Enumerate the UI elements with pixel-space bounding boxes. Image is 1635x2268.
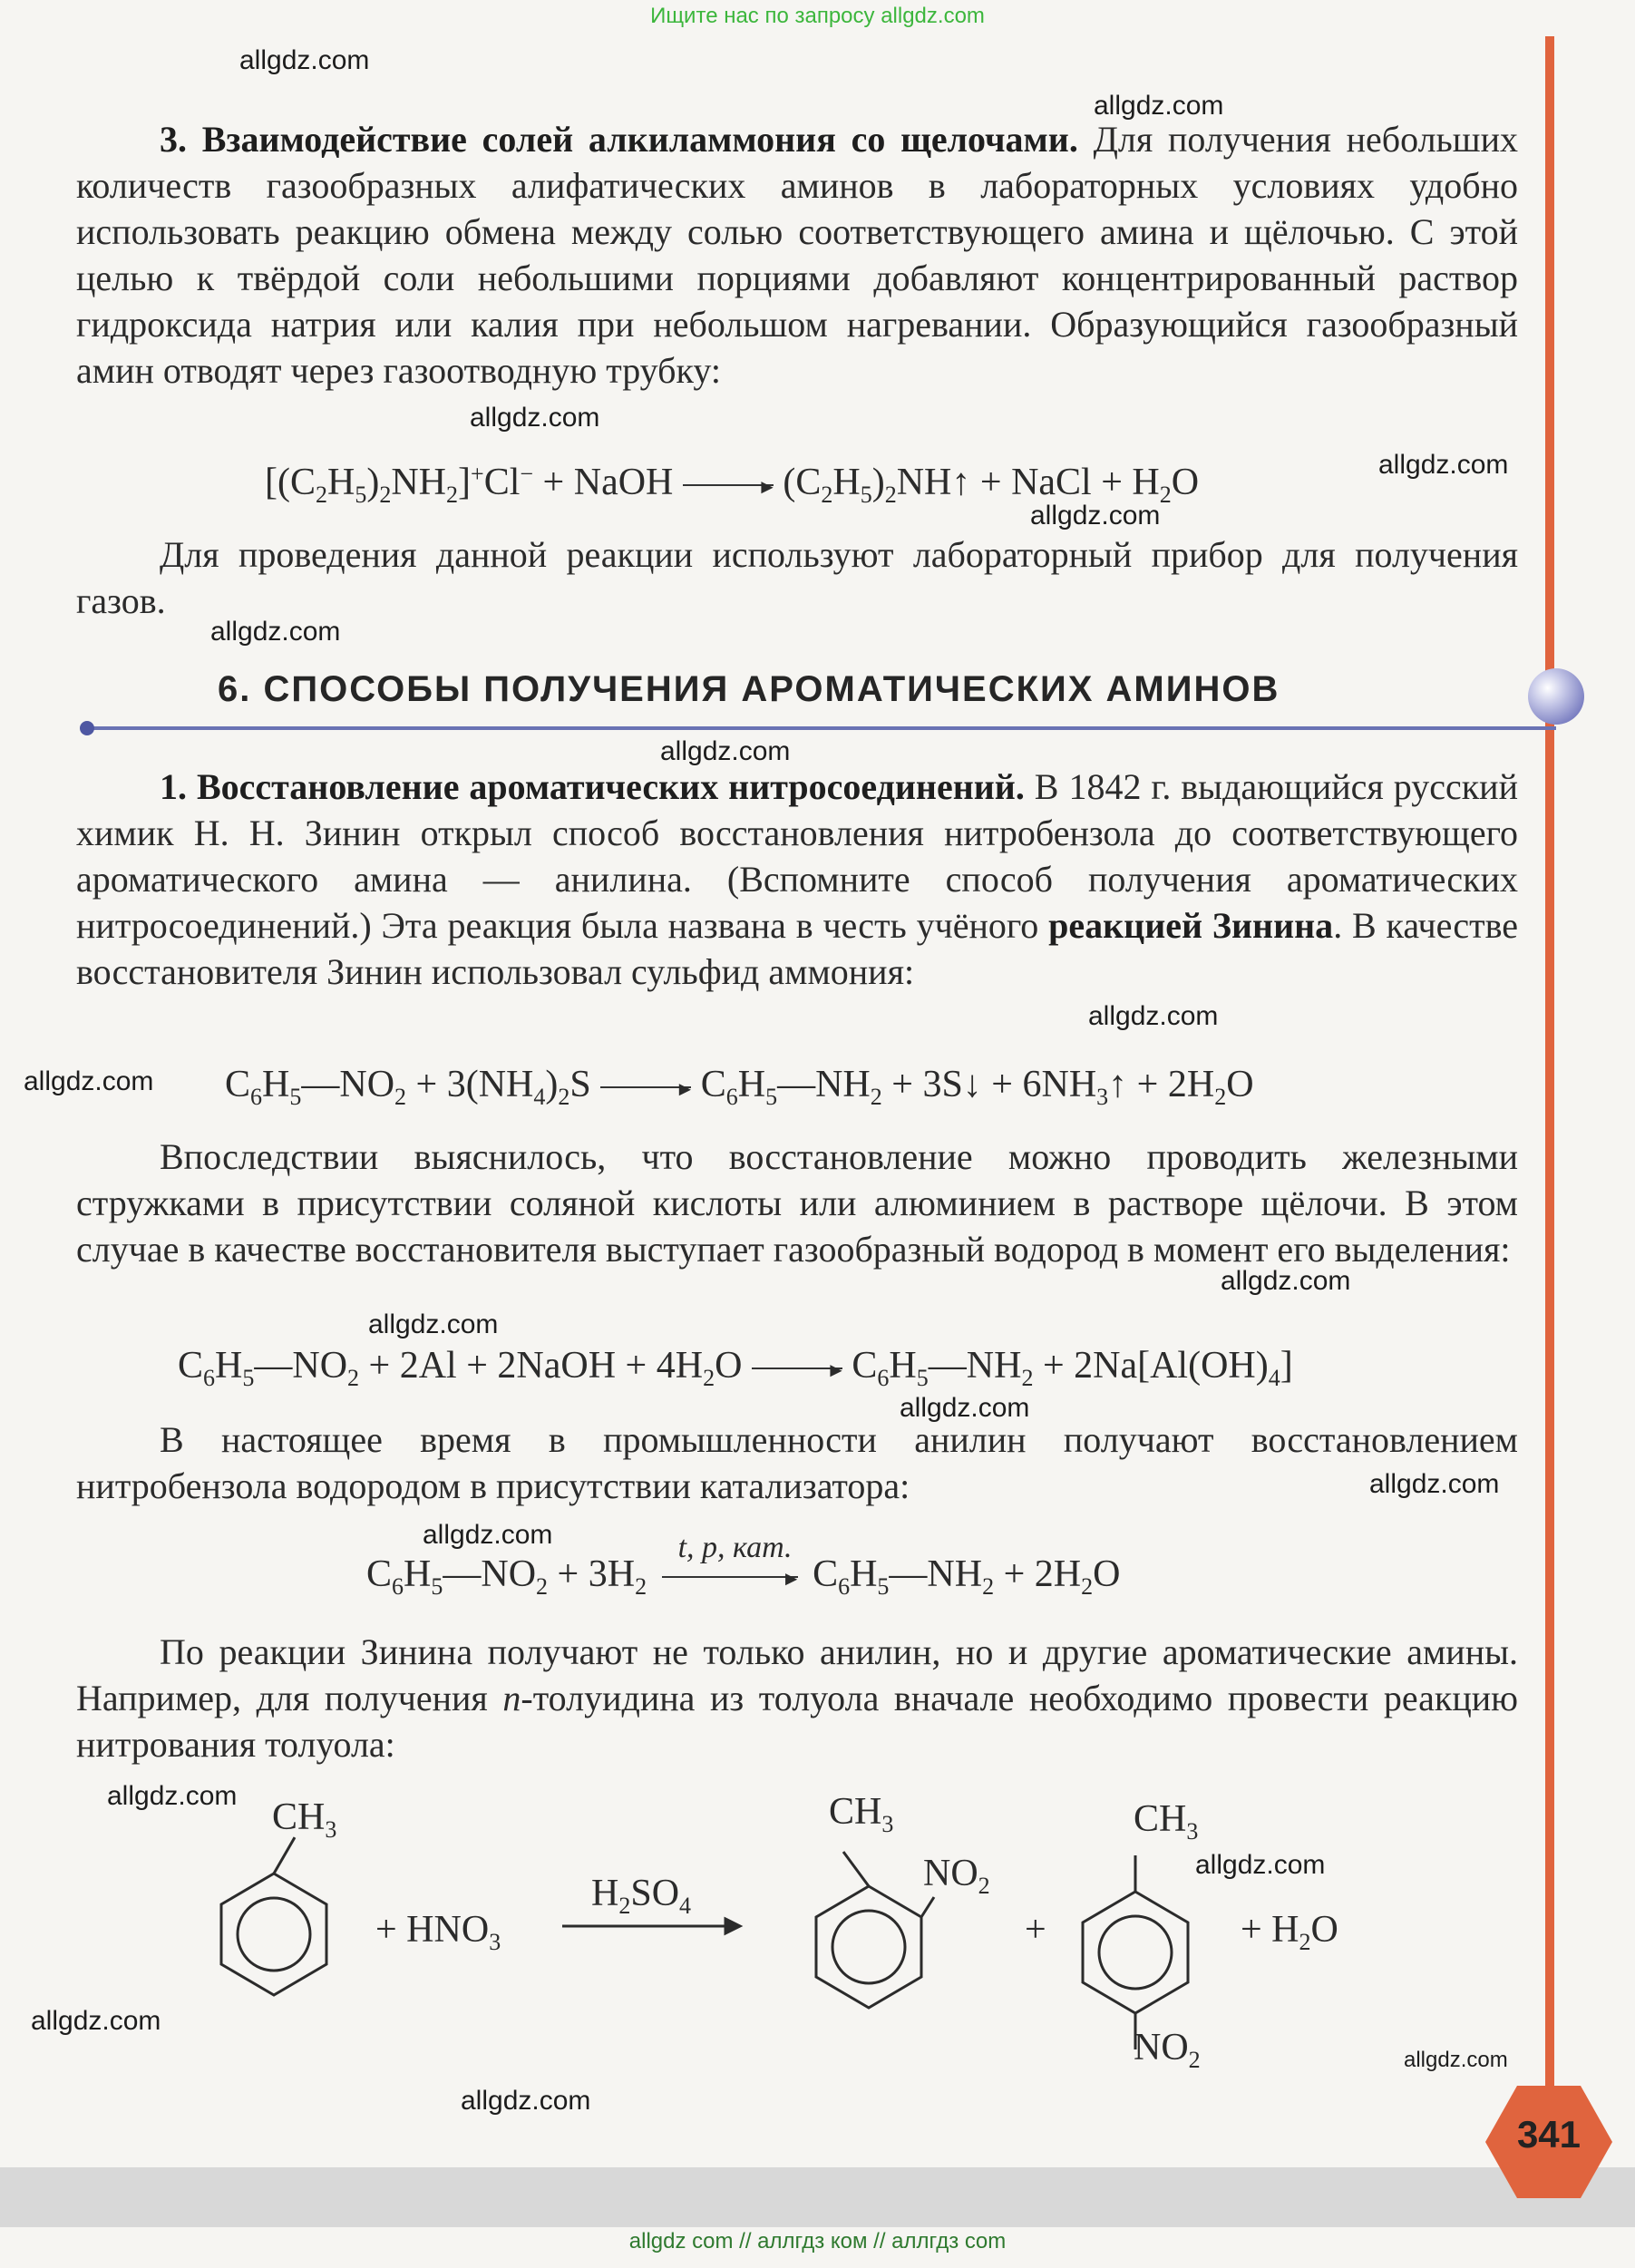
toluene-ring-circle xyxy=(238,1898,310,1971)
equation-catalyst: $C_6H_5—NO_2 + 3H_2$ ► t, p, кат. $C_6H_5—NH_2 + 2H_2O$ xyxy=(366,1531,1121,1600)
equation-aluminium: $C_6H_5—NO_2 + 2Al$ + 2NaOH + $4H_2O$ ► $C_6H_5—NH_2 + 2Na[Al(OH)_4]$ xyxy=(178,1345,1293,1391)
plus-sign: + xyxy=(1025,1909,1046,1951)
equation-zinin: $C_6H_5—NO_2 + 3(NH_4)_2S$ ► $C_6H_5—NH_2$ + 3S↓ + $6NH_3↑ + 2H_2O$ xyxy=(225,1064,1254,1110)
toluene-ch3: $CH_3$ xyxy=(272,1796,337,1843)
watermark: allgdz.com xyxy=(900,1393,1030,1423)
watermark: allgdz.com xyxy=(470,403,600,433)
paragraph-zinin: 1. Восстановление ароматических нитросоединений. В 1842 г. выдающийся русский химик Н. Н. Зинин открыл способ восстановления нитробензола до соответствующего ароматического амина — анилина. (Вспомните способ получения ароматических нитросоединений.) Эта реакция была названа в честь учёного реакцией Зинина. В качестве восстановителя Зинин использовал сульфид аммония: xyxy=(76,766,1518,992)
section-rule xyxy=(87,726,1556,730)
catalyst-conditions: t, p, кат. xyxy=(677,1531,793,1565)
catalyst-h2so4: $H_2SO_4$ xyxy=(591,1873,692,1919)
watermark: allgdz.com xyxy=(1404,2048,1508,2072)
product-water: + $H_2O$ xyxy=(1241,1909,1338,1955)
watermark: allgdz.com xyxy=(210,617,341,647)
watermark: allgdz.com xyxy=(660,736,791,766)
watermark: allgdz.com xyxy=(239,45,370,75)
ortho-ch3: $CH_3$ xyxy=(829,1791,894,1837)
watermark: allgdz.com xyxy=(1195,1850,1326,1880)
watermark: allgdz.com xyxy=(1030,501,1161,530)
watermark: allgdz.com xyxy=(1378,450,1509,480)
watermark: allgdz.com xyxy=(1088,1001,1219,1031)
watermark: allgdz.com xyxy=(368,1309,499,1339)
watermark: allgdz.com xyxy=(1094,91,1224,121)
para-no2: $NO_2$ xyxy=(1134,2027,1201,2073)
paragraph-iron: Впоследствии выяснилось, что восстановление можно проводить железными стружками в присутствии соляной кислоты или алюминием в растворе щёлочи. В этом случае в качестве восстановителя выступает газообразный водород в момент его выделения: xyxy=(76,1136,1518,1270)
watermark: allgdz.com xyxy=(24,1066,154,1096)
section-ball-icon xyxy=(1528,668,1584,725)
watermark: allgdz.com xyxy=(423,1520,553,1550)
watermark: allgdz.com xyxy=(31,2006,161,2036)
watermark: allgdz.com xyxy=(1369,1469,1500,1499)
paragraph-toluidine: По реакции Зинина получают не только анилин, но и другие ароматические амины. Например, для получения п-толуидина из толуола вначале необходимо провести реакцию нитрования толуола: xyxy=(76,1631,1519,1765)
paragraph-industry: В настоящее время в промышленности анилин получают восстановлением нитробензола водородом в присутствии катализатора: xyxy=(76,1419,1518,1506)
equation-salt-alkali: $[(C_2H_5)_2NH_2]^+Cl^-$ + NaOH ► $(C_2H_5)_2NH↑$ + NaCl + $H_2O$ xyxy=(265,461,1200,508)
rule-dot xyxy=(80,721,94,735)
paragraph-salts: 3. Взаимодействие солей алкиламмония со щелочами. Для получения небольших количеств газообразных алифатических аминов в лабораторных условиях удобно использовать реакцию обмена между солью соответствующего амина и щёлочью. С этой целью к твёрдой соли небольшими порциями добавляют концентрированный раствор гидроксида натрия или калия при небольшом нагревании. Образующийся газообразный амин отводят через газоотводную трубку: xyxy=(76,119,1518,391)
section-title: 6. СПОСОБЫ ПОЛУЧЕНИЯ АРОМАТИЧЕСКИХ АМИНОВ xyxy=(218,669,1280,709)
bottom-banner[interactable]: allgdz com // аллгдз ком // аллгдз com xyxy=(628,2229,1007,2253)
top-banner[interactable]: Ищите нас по запросу allgdz.com xyxy=(650,4,985,28)
page-number: 341 xyxy=(1516,2113,1581,2156)
paragraph-apparatus: Для проведения данной реакции используют лабораторный прибор для получения газов. xyxy=(76,534,1518,621)
ortho-no2: $NO_2$ xyxy=(923,1853,990,1899)
para-ch3: $CH_3$ xyxy=(1134,1798,1199,1845)
watermark: allgdz.com xyxy=(461,2086,591,2116)
margin-line xyxy=(1545,36,1554,2113)
reagent-hno3: + $HNO_3$ xyxy=(375,1909,501,1955)
footer-strip xyxy=(0,2167,1635,2227)
watermark: allgdz.com xyxy=(107,1781,238,1811)
watermark: allgdz.com xyxy=(1221,1266,1351,1296)
